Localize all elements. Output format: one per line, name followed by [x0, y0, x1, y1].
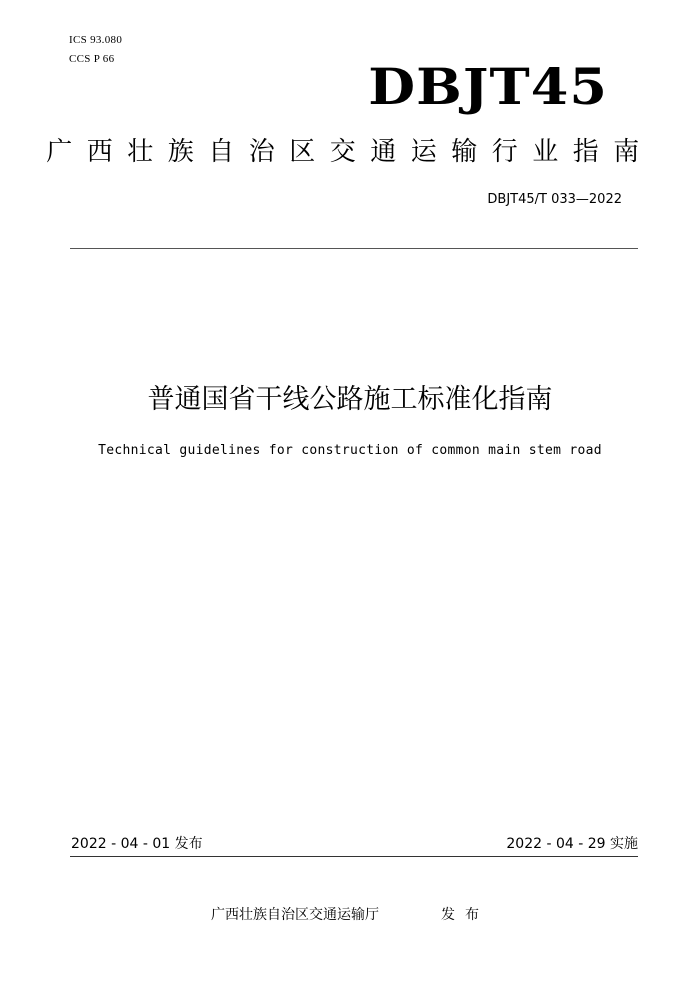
document-title-en: Technical guidelines for construction of common main stem road [98, 443, 602, 458]
standard-number: DBJT45/T 033—2022 [487, 192, 622, 207]
implementation-date: 2022 - 04 - 29 实施 [506, 836, 638, 852]
standard-logo: DBJT45 [368, 57, 608, 116]
ics-code: ICS 93.080 [69, 34, 123, 46]
publisher-name: 广西壮族自治区交通运输厅 [211, 907, 379, 923]
header-divider [70, 248, 638, 249]
issue-date: 2022 - 04 - 01 发布 [71, 836, 203, 852]
authority-title: 广西壮族自治区交通运输行业指南 [46, 137, 654, 167]
publish-label: 发布 [441, 907, 489, 923]
ccs-code: CCS P 66 [69, 53, 115, 65]
document-title-cn: 普通国省干线公路施工标准化指南 [147, 384, 553, 415]
footer-divider [70, 856, 638, 857]
